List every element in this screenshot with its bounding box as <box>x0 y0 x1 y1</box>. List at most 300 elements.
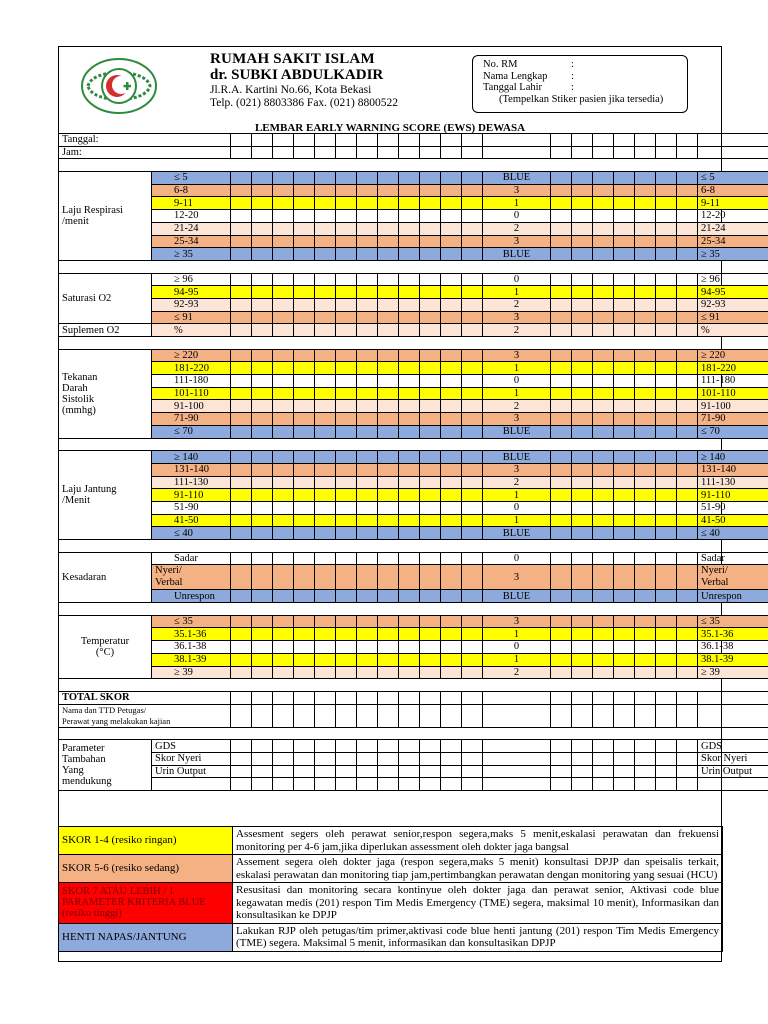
score-entry-cell[interactable] <box>231 298 252 311</box>
total-input-cell[interactable] <box>357 691 378 704</box>
row-tanggal-input-cell[interactable] <box>462 134 483 147</box>
score-entry-cell[interactable] <box>294 641 315 654</box>
signature-input-cell[interactable] <box>357 704 378 727</box>
score-entry-cell[interactable] <box>399 565 420 590</box>
score-entry-cell[interactable] <box>462 425 483 438</box>
extra-input-cell[interactable] <box>399 778 420 791</box>
score-entry-cell[interactable] <box>551 349 572 362</box>
score-entry-cell[interactable] <box>294 565 315 590</box>
signature-input-cell[interactable] <box>315 704 336 727</box>
row-tanggal-input-cell[interactable] <box>677 134 698 147</box>
score-entry-cell[interactable] <box>420 653 441 666</box>
score-entry-cell[interactable] <box>294 413 315 426</box>
score-entry-cell[interactable] <box>399 425 420 438</box>
score-entry-cell[interactable] <box>357 413 378 426</box>
row-jam-input-cell[interactable] <box>294 146 315 159</box>
score-entry-cell[interactable] <box>273 565 294 590</box>
score-entry-cell[interactable] <box>551 514 572 527</box>
score-entry-cell[interactable] <box>315 590 336 603</box>
score-entry-cell[interactable] <box>635 641 656 654</box>
score-entry-cell[interactable] <box>441 248 462 261</box>
score-entry-cell[interactable] <box>231 653 252 666</box>
score-entry-cell[interactable] <box>462 615 483 628</box>
extra-input-cell[interactable] <box>441 740 462 753</box>
extra-input-cell[interactable] <box>635 778 656 791</box>
score-entry-cell[interactable] <box>231 527 252 540</box>
score-entry-cell[interactable] <box>677 349 698 362</box>
signature-input-cell[interactable] <box>614 704 635 727</box>
score-entry-cell[interactable] <box>231 552 252 565</box>
score-entry-cell[interactable] <box>551 172 572 185</box>
score-entry-cell[interactable] <box>572 298 593 311</box>
score-entry-cell[interactable] <box>593 590 614 603</box>
score-entry-cell[interactable] <box>294 311 315 324</box>
row-jam-input-cell[interactable] <box>420 146 441 159</box>
score-entry-cell[interactable] <box>677 425 698 438</box>
score-entry-cell[interactable] <box>357 514 378 527</box>
score-entry-cell[interactable] <box>614 311 635 324</box>
score-entry-cell[interactable] <box>441 514 462 527</box>
score-entry-cell[interactable] <box>462 298 483 311</box>
extra-input-cell[interactable] <box>315 740 336 753</box>
score-entry-cell[interactable] <box>315 273 336 286</box>
score-entry-cell[interactable] <box>399 527 420 540</box>
score-entry-cell[interactable] <box>378 527 399 540</box>
score-entry-cell[interactable] <box>231 286 252 299</box>
score-entry-cell[interactable] <box>252 489 273 502</box>
score-entry-cell[interactable] <box>315 184 336 197</box>
score-entry-cell[interactable] <box>677 489 698 502</box>
score-entry-cell[interactable] <box>399 451 420 464</box>
score-entry-cell[interactable] <box>336 349 357 362</box>
score-entry-cell[interactable] <box>572 489 593 502</box>
score-entry-cell[interactable] <box>231 324 252 337</box>
score-entry-cell[interactable] <box>462 248 483 261</box>
score-entry-cell[interactable] <box>252 451 273 464</box>
score-entry-cell[interactable] <box>420 387 441 400</box>
score-entry-cell[interactable] <box>336 463 357 476</box>
score-entry-cell[interactable] <box>336 248 357 261</box>
score-entry-cell[interactable] <box>635 387 656 400</box>
score-entry-cell[interactable] <box>315 565 336 590</box>
score-entry-cell[interactable] <box>357 197 378 210</box>
total-input-cell[interactable] <box>273 691 294 704</box>
score-entry-cell[interactable] <box>420 451 441 464</box>
score-entry-cell[interactable] <box>336 565 357 590</box>
score-entry-cell[interactable] <box>231 248 252 261</box>
score-entry-cell[interactable] <box>462 400 483 413</box>
score-entry-cell[interactable] <box>593 184 614 197</box>
score-entry-cell[interactable] <box>420 222 441 235</box>
total-input-cell[interactable] <box>483 691 551 704</box>
score-entry-cell[interactable] <box>551 222 572 235</box>
score-entry-cell[interactable] <box>420 413 441 426</box>
extra-input-cell[interactable] <box>677 740 698 753</box>
score-entry-cell[interactable] <box>614 273 635 286</box>
signature-input-cell[interactable] <box>252 704 273 727</box>
score-entry-cell[interactable] <box>273 527 294 540</box>
score-entry-cell[interactable] <box>441 463 462 476</box>
score-entry-cell[interactable] <box>572 501 593 514</box>
extra-input-cell[interactable] <box>336 740 357 753</box>
score-entry-cell[interactable] <box>656 172 677 185</box>
extra-input-cell[interactable] <box>357 765 378 778</box>
score-entry-cell[interactable] <box>420 666 441 679</box>
score-entry-cell[interactable] <box>315 552 336 565</box>
score-entry-cell[interactable] <box>572 451 593 464</box>
score-entry-cell[interactable] <box>273 222 294 235</box>
extra-input-cell[interactable] <box>315 765 336 778</box>
score-entry-cell[interactable] <box>357 628 378 641</box>
score-entry-cell[interactable] <box>357 590 378 603</box>
score-entry-cell[interactable] <box>420 501 441 514</box>
score-entry-cell[interactable] <box>273 463 294 476</box>
score-entry-cell[interactable] <box>656 653 677 666</box>
score-entry-cell[interactable] <box>378 172 399 185</box>
score-entry-cell[interactable] <box>273 298 294 311</box>
score-entry-cell[interactable] <box>231 311 252 324</box>
total-input-cell[interactable] <box>677 691 698 704</box>
signature-input-cell[interactable] <box>593 704 614 727</box>
score-entry-cell[interactable] <box>656 387 677 400</box>
extra-input-cell[interactable] <box>336 752 357 765</box>
score-entry-cell[interactable] <box>336 286 357 299</box>
score-entry-cell[interactable] <box>614 628 635 641</box>
score-entry-cell[interactable] <box>462 362 483 375</box>
score-entry-cell[interactable] <box>294 552 315 565</box>
score-entry-cell[interactable] <box>357 400 378 413</box>
extra-input-cell[interactable] <box>551 765 572 778</box>
score-entry-cell[interactable] <box>399 273 420 286</box>
score-entry-cell[interactable] <box>252 222 273 235</box>
total-input-cell[interactable] <box>551 691 572 704</box>
score-entry-cell[interactable] <box>231 349 252 362</box>
score-entry-cell[interactable] <box>614 375 635 388</box>
score-entry-cell[interactable] <box>336 172 357 185</box>
patient-field-dob[interactable]: Tanggal Lahir : <box>483 82 574 93</box>
extra-input-cell[interactable] <box>614 778 635 791</box>
score-entry-cell[interactable] <box>273 425 294 438</box>
row-jam-input-cell[interactable] <box>441 146 462 159</box>
score-entry-cell[interactable] <box>252 565 273 590</box>
signature-input-cell[interactable] <box>462 704 483 727</box>
score-entry-cell[interactable] <box>551 666 572 679</box>
score-entry-cell[interactable] <box>462 463 483 476</box>
score-entry-cell[interactable] <box>315 451 336 464</box>
score-entry-cell[interactable] <box>357 489 378 502</box>
signature-input-cell[interactable] <box>294 704 315 727</box>
score-entry-cell[interactable] <box>551 400 572 413</box>
score-entry-cell[interactable] <box>551 476 572 489</box>
score-entry-cell[interactable] <box>614 222 635 235</box>
score-entry-cell[interactable] <box>677 501 698 514</box>
score-entry-cell[interactable] <box>635 413 656 426</box>
score-entry-cell[interactable] <box>572 387 593 400</box>
row-jam-input-cell[interactable] <box>336 146 357 159</box>
score-entry-cell[interactable] <box>441 527 462 540</box>
score-entry-cell[interactable] <box>677 286 698 299</box>
score-entry-cell[interactable] <box>420 400 441 413</box>
score-entry-cell[interactable] <box>593 425 614 438</box>
score-entry-cell[interactable] <box>357 552 378 565</box>
score-entry-cell[interactable] <box>593 286 614 299</box>
score-entry-cell[interactable] <box>614 387 635 400</box>
signature-input-cell[interactable] <box>572 704 593 727</box>
score-entry-cell[interactable] <box>315 298 336 311</box>
score-entry-cell[interactable] <box>677 248 698 261</box>
score-entry-cell[interactable] <box>635 628 656 641</box>
score-entry-cell[interactable] <box>572 172 593 185</box>
score-entry-cell[interactable] <box>677 552 698 565</box>
score-entry-cell[interactable] <box>420 172 441 185</box>
score-entry-cell[interactable] <box>441 197 462 210</box>
patient-field-name[interactable]: Nama Lengkap : <box>483 70 574 82</box>
score-entry-cell[interactable] <box>614 349 635 362</box>
score-entry-cell[interactable] <box>551 615 572 628</box>
score-entry-cell[interactable] <box>378 349 399 362</box>
signature-input-cell[interactable] <box>336 704 357 727</box>
extra-input-cell[interactable] <box>483 778 551 791</box>
score-entry-cell[interactable] <box>378 615 399 628</box>
row-tanggal-input-cell[interactable] <box>483 134 551 147</box>
score-entry-cell[interactable] <box>294 286 315 299</box>
score-entry-cell[interactable] <box>231 628 252 641</box>
score-entry-cell[interactable] <box>378 476 399 489</box>
score-entry-cell[interactable] <box>614 565 635 590</box>
score-entry-cell[interactable] <box>273 324 294 337</box>
score-entry-cell[interactable] <box>378 324 399 337</box>
score-entry-cell[interactable] <box>315 425 336 438</box>
score-entry-cell[interactable] <box>614 514 635 527</box>
score-entry-cell[interactable] <box>593 476 614 489</box>
score-entry-cell[interactable] <box>399 387 420 400</box>
score-entry-cell[interactable] <box>336 641 357 654</box>
score-entry-cell[interactable] <box>677 527 698 540</box>
score-entry-cell[interactable] <box>572 286 593 299</box>
extra-input-cell[interactable] <box>252 778 273 791</box>
score-entry-cell[interactable] <box>635 590 656 603</box>
score-entry-cell[interactable] <box>462 273 483 286</box>
extra-input-cell[interactable] <box>551 740 572 753</box>
score-entry-cell[interactable] <box>551 273 572 286</box>
score-entry-cell[interactable] <box>656 298 677 311</box>
signature-input-cell[interactable] <box>441 704 462 727</box>
extra-input-cell[interactable] <box>551 778 572 791</box>
score-entry-cell[interactable] <box>252 286 273 299</box>
patient-sticker-box[interactable] <box>472 55 688 113</box>
score-entry-cell[interactable] <box>656 184 677 197</box>
score-entry-cell[interactable] <box>572 552 593 565</box>
score-entry-cell[interactable] <box>593 615 614 628</box>
score-entry-cell[interactable] <box>593 653 614 666</box>
score-entry-cell[interactable] <box>441 413 462 426</box>
score-entry-cell[interactable] <box>378 222 399 235</box>
score-entry-cell[interactable] <box>635 311 656 324</box>
row-jam-input-cell[interactable] <box>483 146 551 159</box>
signature-input-cell[interactable] <box>698 704 768 727</box>
score-entry-cell[interactable] <box>635 172 656 185</box>
score-entry-cell[interactable] <box>462 666 483 679</box>
row-jam-input-cell[interactable] <box>656 146 677 159</box>
total-input-cell[interactable] <box>441 691 462 704</box>
score-entry-cell[interactable] <box>593 210 614 223</box>
score-entry-cell[interactable] <box>551 628 572 641</box>
extra-input-cell[interactable] <box>441 752 462 765</box>
score-entry-cell[interactable] <box>315 172 336 185</box>
score-entry-cell[interactable] <box>336 425 357 438</box>
score-entry-cell[interactable] <box>399 476 420 489</box>
extra-input-cell[interactable] <box>656 752 677 765</box>
score-entry-cell[interactable] <box>420 565 441 590</box>
score-entry-cell[interactable] <box>294 273 315 286</box>
score-entry-cell[interactable] <box>378 184 399 197</box>
score-entry-cell[interactable] <box>336 273 357 286</box>
score-entry-cell[interactable] <box>294 653 315 666</box>
score-entry-cell[interactable] <box>336 298 357 311</box>
score-entry-cell[interactable] <box>315 248 336 261</box>
score-entry-cell[interactable] <box>252 235 273 248</box>
score-entry-cell[interactable] <box>378 375 399 388</box>
score-entry-cell[interactable] <box>614 527 635 540</box>
score-entry-cell[interactable] <box>399 248 420 261</box>
score-entry-cell[interactable] <box>315 324 336 337</box>
total-input-cell[interactable] <box>231 691 252 704</box>
row-tanggal-input-cell[interactable] <box>252 134 273 147</box>
score-entry-cell[interactable] <box>551 298 572 311</box>
row-tanggal-input-cell[interactable] <box>231 134 252 147</box>
score-entry-cell[interactable] <box>378 489 399 502</box>
score-entry-cell[interactable] <box>231 451 252 464</box>
score-entry-cell[interactable] <box>572 425 593 438</box>
score-entry-cell[interactable] <box>378 628 399 641</box>
score-entry-cell[interactable] <box>294 425 315 438</box>
extra-input-cell[interactable] <box>357 740 378 753</box>
score-entry-cell[interactable] <box>635 463 656 476</box>
score-entry-cell[interactable] <box>357 362 378 375</box>
score-entry-cell[interactable] <box>378 463 399 476</box>
extra-input-cell[interactable] <box>399 752 420 765</box>
score-entry-cell[interactable] <box>462 210 483 223</box>
total-input-cell[interactable] <box>698 691 768 704</box>
score-entry-cell[interactable] <box>336 476 357 489</box>
score-entry-cell[interactable] <box>294 666 315 679</box>
score-entry-cell[interactable] <box>357 666 378 679</box>
score-entry-cell[interactable] <box>336 527 357 540</box>
score-entry-cell[interactable] <box>677 400 698 413</box>
score-entry-cell[interactable] <box>656 349 677 362</box>
score-entry-cell[interactable] <box>593 413 614 426</box>
score-entry-cell[interactable] <box>677 641 698 654</box>
score-entry-cell[interactable] <box>357 527 378 540</box>
signature-input-cell[interactable] <box>635 704 656 727</box>
score-entry-cell[interactable] <box>677 451 698 464</box>
score-entry-cell[interactable] <box>656 514 677 527</box>
score-entry-cell[interactable] <box>441 298 462 311</box>
score-entry-cell[interactable] <box>378 413 399 426</box>
score-entry-cell[interactable] <box>231 463 252 476</box>
score-entry-cell[interactable] <box>462 514 483 527</box>
total-input-cell[interactable] <box>572 691 593 704</box>
score-entry-cell[interactable] <box>677 628 698 641</box>
score-entry-cell[interactable] <box>336 222 357 235</box>
score-entry-cell[interactable] <box>635 298 656 311</box>
row-tanggal-input-cell[interactable] <box>635 134 656 147</box>
score-entry-cell[interactable] <box>572 590 593 603</box>
score-entry-cell[interactable] <box>336 451 357 464</box>
score-entry-cell[interactable] <box>441 362 462 375</box>
score-entry-cell[interactable] <box>273 210 294 223</box>
row-tanggal-input-cell[interactable] <box>572 134 593 147</box>
score-entry-cell[interactable] <box>399 653 420 666</box>
score-entry-cell[interactable] <box>378 248 399 261</box>
score-entry-cell[interactable] <box>252 413 273 426</box>
extra-input-cell[interactable] <box>315 778 336 791</box>
score-entry-cell[interactable] <box>294 248 315 261</box>
score-entry-cell[interactable] <box>420 590 441 603</box>
score-entry-cell[interactable] <box>462 552 483 565</box>
score-entry-cell[interactable] <box>273 172 294 185</box>
score-entry-cell[interactable] <box>551 653 572 666</box>
score-entry-cell[interactable] <box>231 565 252 590</box>
score-entry-cell[interactable] <box>378 400 399 413</box>
score-entry-cell[interactable] <box>593 375 614 388</box>
score-entry-cell[interactable] <box>572 463 593 476</box>
score-entry-cell[interactable] <box>273 413 294 426</box>
score-entry-cell[interactable] <box>593 197 614 210</box>
score-entry-cell[interactable] <box>677 324 698 337</box>
score-entry-cell[interactable] <box>572 527 593 540</box>
row-tanggal-input-cell[interactable] <box>441 134 462 147</box>
score-entry-cell[interactable] <box>357 298 378 311</box>
score-entry-cell[interactable] <box>336 324 357 337</box>
score-entry-cell[interactable] <box>273 590 294 603</box>
score-entry-cell[interactable] <box>357 463 378 476</box>
score-entry-cell[interactable] <box>420 615 441 628</box>
extra-input-cell[interactable] <box>462 778 483 791</box>
score-entry-cell[interactable] <box>273 489 294 502</box>
extra-input-cell[interactable] <box>551 752 572 765</box>
extra-input-cell[interactable] <box>656 778 677 791</box>
score-entry-cell[interactable] <box>315 349 336 362</box>
score-entry-cell[interactable] <box>656 451 677 464</box>
score-entry-cell[interactable] <box>252 653 273 666</box>
row-jam-input-cell[interactable] <box>462 146 483 159</box>
score-entry-cell[interactable] <box>656 273 677 286</box>
score-entry-cell[interactable] <box>273 286 294 299</box>
score-entry-cell[interactable] <box>252 514 273 527</box>
score-entry-cell[interactable] <box>635 324 656 337</box>
row-tanggal-input-cell[interactable] <box>656 134 677 147</box>
score-entry-cell[interactable] <box>635 375 656 388</box>
score-entry-cell[interactable] <box>399 184 420 197</box>
score-entry-cell[interactable] <box>294 222 315 235</box>
extra-input-cell[interactable] <box>635 752 656 765</box>
score-entry-cell[interactable] <box>656 615 677 628</box>
score-entry-cell[interactable] <box>572 197 593 210</box>
score-entry-cell[interactable] <box>294 387 315 400</box>
score-entry-cell[interactable] <box>336 197 357 210</box>
signature-input-cell[interactable] <box>677 704 698 727</box>
score-entry-cell[interactable] <box>399 400 420 413</box>
total-input-cell[interactable] <box>462 691 483 704</box>
score-entry-cell[interactable] <box>656 527 677 540</box>
score-entry-cell[interactable] <box>252 172 273 185</box>
score-entry-cell[interactable] <box>462 501 483 514</box>
extra-input-cell[interactable] <box>273 740 294 753</box>
score-entry-cell[interactable] <box>336 184 357 197</box>
score-entry-cell[interactable] <box>399 311 420 324</box>
score-entry-cell[interactable] <box>420 210 441 223</box>
